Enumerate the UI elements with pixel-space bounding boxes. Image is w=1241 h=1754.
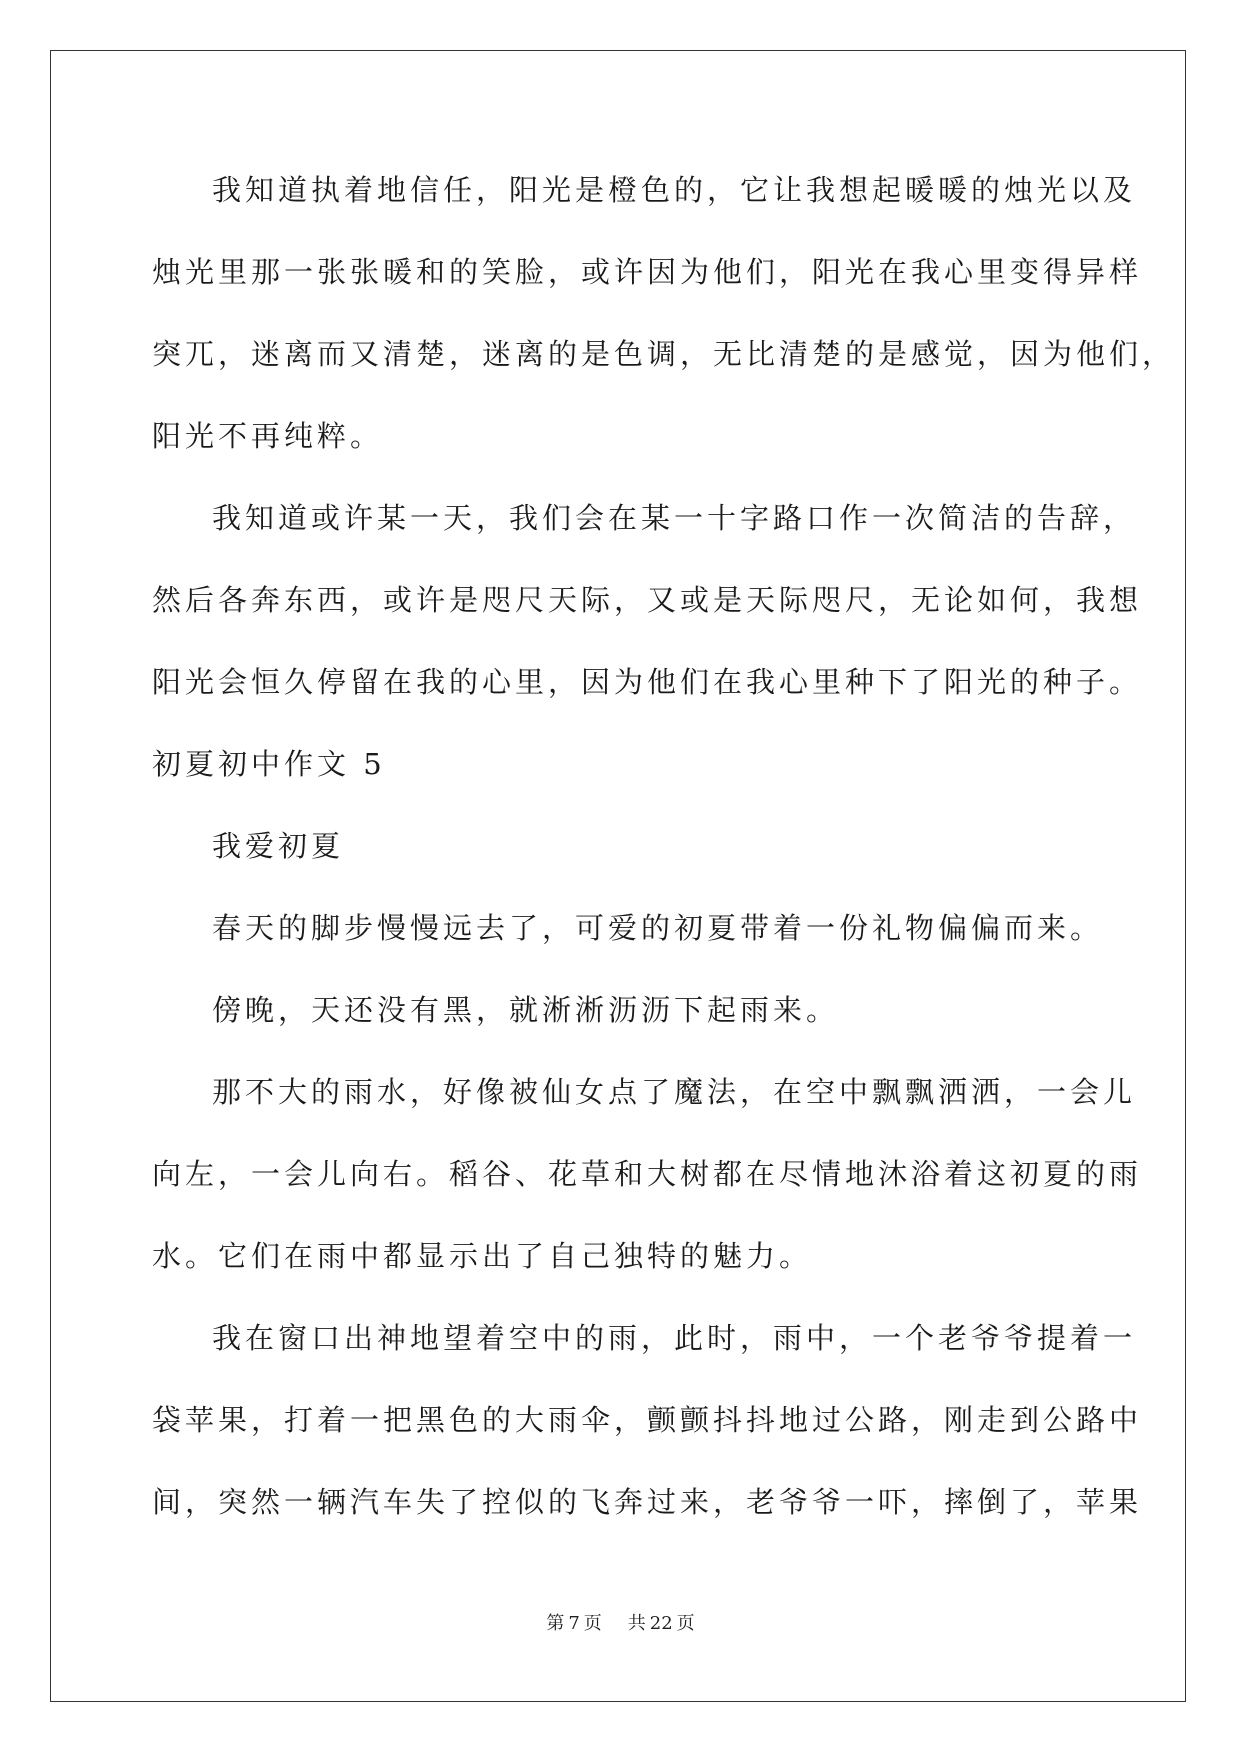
footer-page-number: 7 [568, 1613, 580, 1634]
text-line: 向左，一会儿向右。稻谷、花草和大树都在尽情地沐浴着这初夏的雨 [152, 1157, 1143, 1191]
essay-title: 我爱初夏 [212, 829, 345, 863]
text-line: 间，突然一辆汽车失了控似的飞奔过来，老爷爷一吓，摔倒了，苹果 [152, 1485, 1143, 1519]
text-line: 水。它们在雨中都显示出了自己独特的魅力。 [152, 1239, 813, 1273]
text-line: 我知道或许某一天，我们会在某一十字路口作一次简洁的告辞， [212, 501, 1137, 535]
text-line: 烛光里那一张张暖和的笑脸，或许因为他们，阳光在我心里变得异样 [152, 255, 1143, 289]
text-line: 我知道执着地信任，阳光是橙色的，它让我想起暖暖的烛光以及 [212, 173, 1137, 207]
footer-page-label: 第 [546, 1613, 565, 1634]
footer-total-label: 共 [627, 1613, 646, 1634]
section-heading: 初夏初中作文 5 [152, 747, 386, 781]
page-footer [0, 1609, 1241, 1635]
footer-page-unit: 页 [583, 1613, 602, 1634]
text-line: 袋苹果，打着一把黑色的大雨伞，颤颤抖抖地过公路，刚走到公路中 [152, 1403, 1143, 1437]
text-line: 阳光会恒久停留在我的心里，因为他们在我心里种下了阳光的种子。 [152, 665, 1143, 699]
text-line: 阳光不再纯粹。 [152, 419, 384, 453]
document-body [152, 160, 1176, 1554]
text-line: 傍晚，天还没有黑，就淅淅沥沥下起雨来。 [212, 993, 840, 1027]
text-line: 然后各奔东西，或许是咫尺天际，又或是天际咫尺，无论如何，我想 [152, 583, 1143, 617]
text-line: 我在窗口出神地望着空中的雨，此时，雨中，一个老爷爷提着一 [212, 1321, 1137, 1355]
footer-total-number: 22 [649, 1613, 673, 1634]
footer-total-unit: 页 [676, 1613, 695, 1634]
text-line: 突兀，迷离而又清楚，迷离的是色调，无比清楚的是感觉，因为他们， [152, 337, 1176, 371]
text-line: 春天的脚步慢慢远去了，可爱的初夏带着一份礼物偏偏而来。 [212, 911, 1104, 945]
text-line: 那不大的雨水，好像被仙女点了魔法，在空中飘飘洒洒，一会儿 [212, 1075, 1137, 1109]
